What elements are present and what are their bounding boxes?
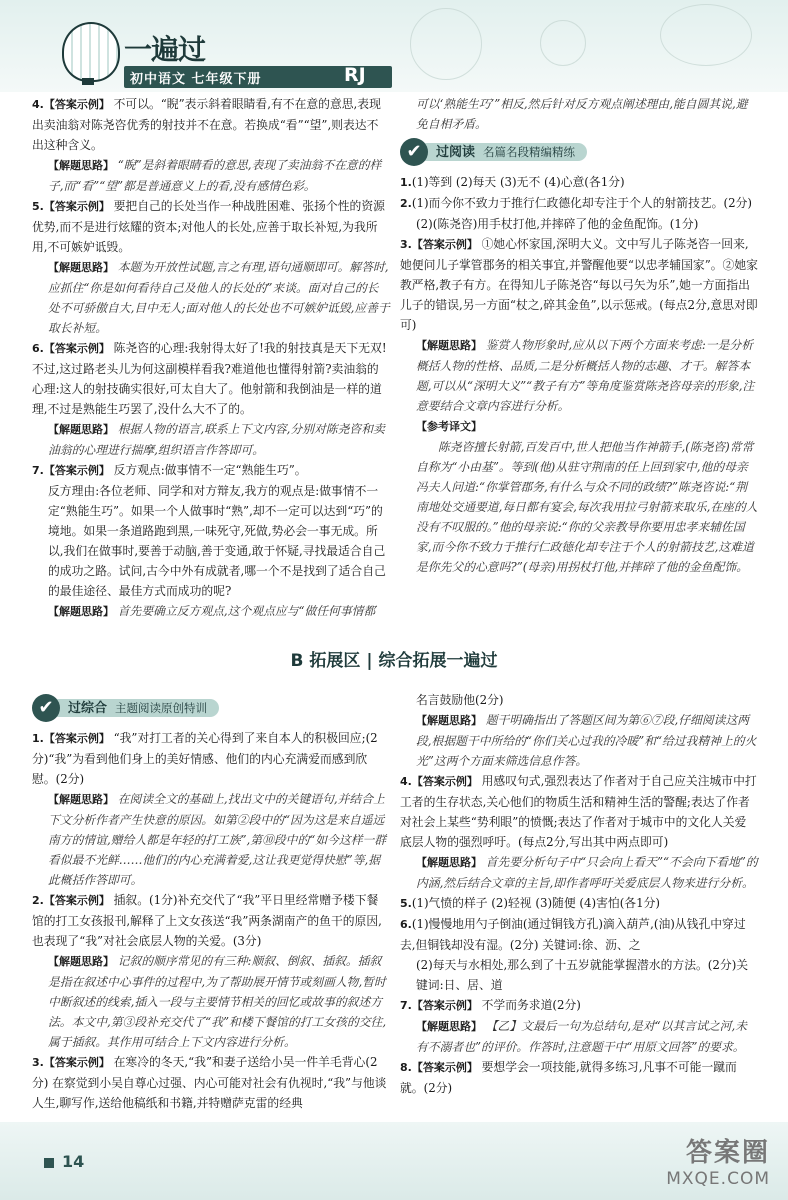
answer-entry bbox=[400, 710, 758, 771]
answer-entry bbox=[32, 481, 390, 601]
answer-text: 要把自己的长处当作一种战胜困难、张扬个性的资源优势,而不是进行炫耀的资本;对他人的长处,应善于取长补短,为我所用,不可嫉妒诋毁。 bbox=[32, 199, 385, 254]
question-number: 1. bbox=[400, 176, 412, 189]
answer-tag: 【解题思路】 bbox=[48, 605, 114, 618]
watermark bbox=[620, 1132, 770, 1189]
answer-tag: 【解题思路】 bbox=[48, 261, 114, 274]
answer-entry bbox=[32, 951, 390, 1052]
checkmark-icon: ✔ bbox=[32, 694, 60, 722]
answer-text: “睨”是斜着眼睛看的意思,表现了卖油翁不在意的样子,而“看”“望”都是普通意义上的看,没有感情色彩。 bbox=[48, 158, 382, 193]
answer-text: (2)每天与水相处,那么到了十五岁就能掌握潜水的方法。(2分)关键词:日、居、道 bbox=[416, 958, 749, 992]
section-b-heading bbox=[0, 646, 788, 671]
answer-entry bbox=[400, 852, 758, 893]
page-marker bbox=[44, 1158, 54, 1168]
answer-tag: 【答案示例】 bbox=[43, 200, 110, 213]
answer-entry bbox=[400, 172, 758, 193]
answer-text: 本题为开放性试题,言之有理,语句通顺即可。解答时,应抓住“你是如何看待自己及他人的长处的”来谈。面对自己的长处不可骄傲自大,目中无人;面对他人的长处也不可嫉妒诋毁,应善于取长补短。 bbox=[48, 260, 390, 335]
question-number: 5. bbox=[400, 897, 412, 910]
answer-text: 插叙。(1分)补充交代了“我”平日里经常赠予楼下餐馆的打工女孩报刊,解释了上文女孩送“我”两条湖南产的鱼干的原因,也表现了“我”对社会底层人物的关爱。(3分) bbox=[32, 893, 382, 948]
question-number: 7. bbox=[32, 464, 44, 477]
answer-text: 反方观点:做事情不一定“熟能生巧”。 bbox=[113, 463, 307, 477]
watermark-line2: MXQE.COM bbox=[666, 1169, 770, 1189]
answer-entry bbox=[400, 771, 758, 852]
answer-entry bbox=[32, 601, 390, 622]
answer-text: (1)而今你不致力于推行仁政德化却专注于个人的射箭技艺。(2分) bbox=[411, 196, 752, 210]
answer-text: 陈尧咨擅长射箭,百发百中,世人把他当作神箭手,(陈尧咨)常常自称为“小由基”。等到(他)从驻守荆南的任上回到家中,他的母亲冯夫人问道:“你掌管郡务,有什么与众不同的政绩?”陈尧咨说:“荆南地处交通要道,每日都有宴会,每次我用拉弓射箭来取乐,在座的人没有不叹服的。”他的母亲说:“你的父亲教导你要用忠孝来辅佐国家,而今你不致力于推行仁政德化却专注于个人的射箭技艺,这难道是你先父的心意吗?”(母亲)用拐杖打他,并摔碎了他的金鱼配饰。 bbox=[416, 440, 758, 574]
answer-tag: 【答案示例】 bbox=[43, 98, 110, 111]
section-subtitle: 综合拓展一遍过 bbox=[378, 651, 498, 671]
page-number: 14 bbox=[62, 1152, 85, 1171]
answer-entry bbox=[400, 893, 758, 914]
answer-entry bbox=[32, 1052, 390, 1113]
left-column-bottom bbox=[32, 690, 390, 1113]
answer-text: ①她心怀家国,深明大义。文中写儿子陈尧咨一回来,她便问儿子掌管郡务的相关事宜,并警醒他要“以忠孝辅国家”。②她家教严格,教子有方。在得知儿子陈尧咨“每以弓矢为乐”,她一方面指出儿子的错误,另一方面“杖之,碎其金鱼”,以示惩戒。(每点2分,意思对即可) bbox=[400, 237, 758, 332]
left-bottom-items bbox=[32, 728, 390, 1113]
question-number: 6. bbox=[32, 342, 44, 355]
answer-text: 在阅读全文的基础上,找出文中的关键语句,并结合上下文分析作者产生快意的原因。如第②段中的“因为这是来自遥远南方的情谊,赠给人都是年轻的打工族”,第⑩段中的“如今这样一群看似最不光鲜……他们的内心充满着爱,这让我更觉得快慰”等,据此概括作答即可。 bbox=[48, 792, 387, 887]
continuation-text: 可以‘熟能生巧’”相反,然后针对反方观点阐述理由,能自圆其说,避免自相矛盾。 bbox=[416, 97, 748, 131]
answer-tag: 【解题思路】 bbox=[48, 955, 114, 968]
section-divider: | bbox=[366, 651, 373, 671]
answer-text: 不可以。“睨”表示斜着眼睛看,有不在意的意思,表现出卖油翁对陈尧咨优秀的射技并不在意。若换成“看”“望”,则表达不出这种含义。 bbox=[32, 97, 381, 152]
answer-entry bbox=[32, 419, 390, 460]
answer-entry bbox=[400, 1016, 758, 1057]
answer-text: 首先要分析句子中“只会向上看天”“不会向下看地”的内涵,然后结合文章的主旨,即作者呼吁关爱底层人物来进行分析。 bbox=[416, 855, 758, 890]
answer-tag: 【答案示例】 bbox=[411, 999, 478, 1012]
answer-text: (1)气愤的样子 (2)轻视 (3)随便 (4)害怕(各1分) bbox=[411, 896, 661, 910]
question-number: 3. bbox=[32, 1056, 44, 1069]
answer-entry bbox=[32, 196, 390, 257]
answer-text: 【乙】文最后一句为总结句,是对“以其言试之河,未有不溺者也”的评价。作答时,注意题干中“用原文回答”的要求。 bbox=[416, 1019, 748, 1054]
answer-tag: 【解题思路】 bbox=[48, 423, 114, 436]
book-subtitle: 初中语文 七年级下册 bbox=[130, 72, 262, 87]
answer-text: 题干明确指出了答题区间为第⑥⑦段,仔细阅读这两段,根据题干中所给的“你们关心过我的冷暖”和“给过我精神上的火光”这两个方面来筛选信息作答。 bbox=[416, 713, 757, 768]
banner-text: 名篇名段精编精练 bbox=[483, 145, 576, 159]
logo-title: 一遍过 bbox=[124, 33, 206, 66]
question-number: 4. bbox=[400, 775, 412, 788]
answer-text: 根据人物的语言,联系上下文内容,分别对陈尧咨和卖油翁的心理进行揣摩,组织语言作答即可。 bbox=[48, 422, 385, 457]
right-column-bottom bbox=[400, 690, 758, 1098]
answer-entry bbox=[32, 460, 390, 481]
answer-text: 要想学会一项技能,就得多练习,凡事不可能一蹴而就。(2分) bbox=[400, 1060, 737, 1095]
answer-text: (1)慢慢地用勺子倒油(通过铜钱方孔)滴入葫芦,(油)从钱孔中穿过去,但铜钱却没有湿。(2分) 关键词:徐、沥、之 bbox=[400, 917, 746, 952]
answer-tag: 【解题思路】 bbox=[416, 856, 482, 869]
answer-tag: 【参考译文】 bbox=[416, 420, 482, 433]
left-column-top bbox=[32, 94, 390, 622]
answer-entry bbox=[400, 214, 758, 234]
answer-text: 鉴赏人物形象时,应从以下两个方面来考虑:一是分析概括人物的性格、品质,二是分析概括人物的志趣、才干。解答本题,可以从“深明大义”“教子有方”等角度鉴赏陈尧咨母亲的形象,注意要结合文章内容进行分析。 bbox=[416, 338, 755, 413]
answer-entry bbox=[400, 193, 758, 214]
reading-banner bbox=[400, 138, 758, 166]
question-number: 7. bbox=[400, 999, 412, 1012]
answer-tag: 【答案示例】 bbox=[43, 342, 110, 355]
answer-tag: 【答案示例】 bbox=[411, 238, 478, 251]
answer-entry bbox=[32, 728, 390, 789]
answer-text: 名言鼓励他(2分) bbox=[416, 693, 504, 707]
right-column-top bbox=[400, 94, 758, 577]
answer-tag: 【解题思路】 bbox=[416, 1020, 482, 1033]
answer-tag: 【解题思路】 bbox=[48, 159, 114, 172]
synthesis-banner bbox=[32, 694, 390, 722]
answer-text: 用感叹句式,强烈表达了作者对于自己应关注城市中打工者的生存状态,关心他们的物质生活和精神生活的警醒;表达了作者对社会上某些“势利眼”的愤慨;表达了作者对于城市中的文化人关爱底层人物的强烈呼吁。(每点2分,写出其中两点即可) bbox=[400, 774, 757, 849]
answer-tag: 【解题思路】 bbox=[48, 793, 114, 806]
question-number: 1. bbox=[32, 732, 44, 745]
banner-tag: 过综合 bbox=[68, 701, 108, 716]
answer-text: 在寒冷的冬天,“我”和妻子送给小吴一件羊毛背心(2分) 在察觉到小吴自尊心过强、内心可能对社会有仇视时,“我”与他谈人生,聊写作,送给他稿纸和书籍,并特赠萨克雷的经典 bbox=[32, 1055, 387, 1110]
answer-text: 记叙的顺序常见的有三种:顺叙、倒叙、插叙。插叙是指在叙述中心事件的过程中,为了帮助展开情节或刻画人物,暂时中断叙述的线索,插入一段与主要情节相关的回忆或故事的叙述方法。本文中,第③段补充交代了“我”和楼下餐馆的打工女孩的交往,属于插叙。其作用可结合上下文内容进行分析。 bbox=[48, 954, 387, 1049]
answer-entry bbox=[400, 690, 758, 710]
answer-tag: 【答案示例】 bbox=[43, 732, 110, 745]
answer-tag: 【答案示例】 bbox=[43, 894, 110, 907]
answer-tag: 【答案示例】 bbox=[43, 1056, 110, 1069]
answer-tag: 【答案示例】 bbox=[43, 464, 110, 477]
answer-entry bbox=[32, 338, 390, 419]
answer-text: 首先要确立反方观点,这个观点应与“做任何事情都 bbox=[117, 604, 376, 618]
answer-text: 反方理由:各位老师、同学和对方辩友,我方的观点是:做事情不一定“熟能生巧”。如果一个人做事时“熟”,却不一定可以达到“巧”的境地。如果一条道路跑到黑,一味死守,死做,势必会一事无成。所以,我们在做事时,要善于动脑,善于变通,敢于怀疑,寻找最适合自己的成功之路。试问,古今中外有成就者,哪一个不是找到了适合自己的最佳途径、最佳方式而成功的呢? bbox=[48, 484, 386, 598]
question-number: 2. bbox=[32, 894, 44, 907]
answer-tag: 【解题思路】 bbox=[416, 339, 482, 352]
watermark-line1: 答案圈 bbox=[685, 1138, 770, 1168]
answer-entry bbox=[32, 789, 390, 890]
answer-entry bbox=[32, 257, 390, 338]
right-top-items bbox=[400, 172, 758, 577]
edition-label: RJ bbox=[344, 64, 366, 86]
banner-tag: 过阅读 bbox=[436, 145, 476, 160]
checkmark-icon: ✔ bbox=[400, 138, 428, 166]
answer-text: (1)等到 (2)每天 (3)无不 (4)心意(各1分) bbox=[411, 175, 625, 189]
question-number: 3. bbox=[400, 238, 412, 251]
question-number: 4. bbox=[32, 98, 44, 111]
question-number: 6. bbox=[400, 918, 412, 931]
answer-entry bbox=[400, 335, 758, 416]
question-number: 2. bbox=[400, 197, 412, 210]
answer-text: 陈尧咨的心理:我射得太好了!我的射技真是天下无双!不过,这过路老头儿为何这副模样看我?难道他也懂得射箭?卖油翁的心理:这人的射技确实很好,可太自大了。他射箭和我倒油是一样的道理,不过是熟能生巧罢了,没什么大不了的。 bbox=[32, 341, 387, 416]
answer-tag: 【答案示例】 bbox=[411, 775, 478, 788]
question-number: 5. bbox=[32, 200, 44, 213]
answer-entry bbox=[32, 890, 390, 951]
answer-text: 不学而务求道(2分) bbox=[481, 998, 581, 1012]
answer-text: (2)(陈尧咨)用手杖打他,并摔碎了他的金鱼配饰。(1分) bbox=[416, 217, 699, 231]
question-number: 8. bbox=[400, 1061, 412, 1074]
answer-entry bbox=[400, 995, 758, 1016]
answer-entry bbox=[400, 416, 758, 437]
section-title: 拓展区 bbox=[309, 651, 361, 671]
answer-entry bbox=[400, 234, 758, 335]
answer-text: “我”对打工者的关心得到了来自本人的积极回应;(2分)“我”为看到他们身上的美好情感、他们的内心充满爱而感到欣慰。(2分) bbox=[32, 731, 378, 786]
answer-tag: 【解题思路】 bbox=[416, 714, 482, 727]
answer-entry bbox=[400, 437, 758, 577]
answer-tag: 【答案示例】 bbox=[411, 1061, 478, 1074]
answer-entry bbox=[32, 94, 390, 155]
answer-entry bbox=[400, 1057, 758, 1098]
answer-entry bbox=[400, 955, 758, 995]
answer-entry bbox=[400, 914, 758, 955]
answer-entry bbox=[32, 155, 390, 196]
section-letter: B bbox=[290, 651, 304, 671]
banner-text: 主题阅读原创特训 bbox=[115, 701, 208, 715]
